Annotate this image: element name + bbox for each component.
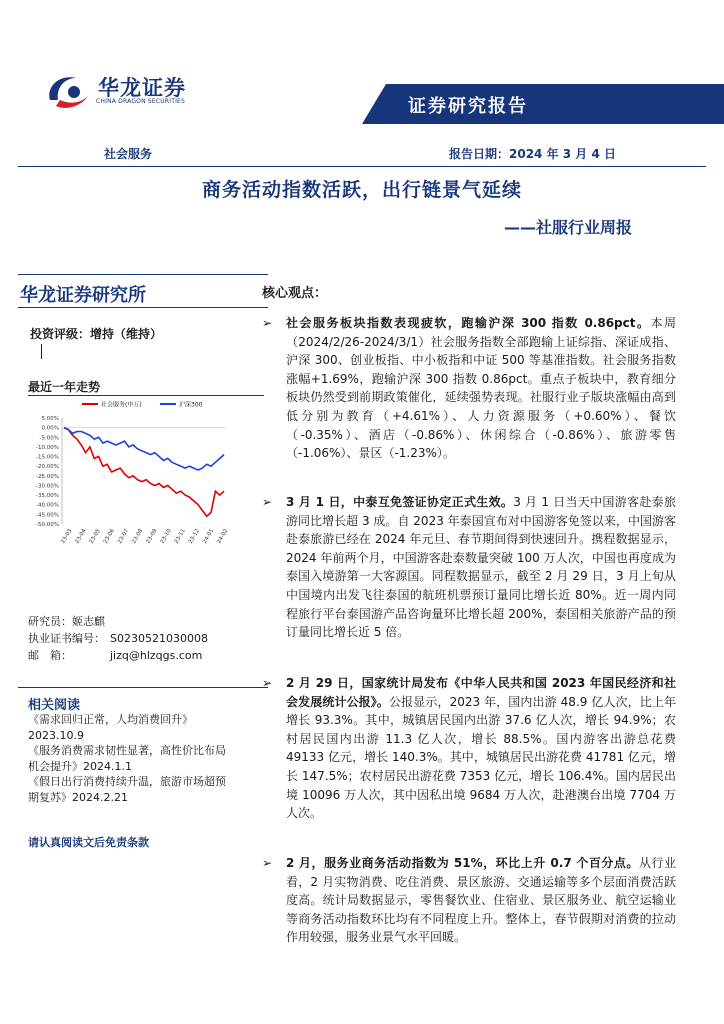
core-section xyxy=(286,493,676,642)
x-tick-label: 24-01 xyxy=(202,528,216,545)
related-reading-list xyxy=(28,712,264,805)
analyst-line xyxy=(28,613,105,629)
series-line xyxy=(64,428,224,517)
y-tick-label: -30.00% xyxy=(36,483,59,490)
x-tick-label: 23-11 xyxy=(173,528,187,545)
y-tick-label: 5.00% xyxy=(41,416,59,422)
mail-label: 邮 箱： xyxy=(28,649,72,662)
x-tick-label: 23-08 xyxy=(131,528,145,545)
related-item: 《假日出行消费持续升温，旅游市场超预 xyxy=(28,775,226,788)
section-body: 3 月 1 日当天中国游客赴泰旅游同比增长超 3 成。自 2023 年泰国宣布对中国游客免签以来，中国游客赴泰旅游已经在 2024 年元旦、春节期间得到快速回升。携程数据显示，2024 年前两个月，中国游客赴泰数量突破 100 万人次，中国也再度成为泰国入境游第一大客源国。同程数据显示，截至 2 月 29 日，3 月上旬从中国境内出发飞往泰国的航班机票预订量同比增长近 80%。近一周内同程旅行平台泰国游产品咨询量环比增长超 200%，泰国相关旅游产品的预订量同比增长近 5 倍。 xyxy=(286,495,676,640)
logo-cn-text: 华龙证券 xyxy=(98,76,186,100)
y-tick-label: -15.00% xyxy=(36,454,59,461)
core-views-title: 核心观点： xyxy=(262,286,328,301)
disclaimer-note: 请认真阅读文后免责条款 xyxy=(28,836,149,849)
section-head: 3 月 1 日，中泰互免签证协定正式生效。 xyxy=(286,495,514,509)
cert-line xyxy=(28,630,208,646)
related-rule xyxy=(18,687,268,688)
core-section xyxy=(286,314,676,463)
y-tick-label: -25.00% xyxy=(36,473,59,480)
y-tick-label: -5.00% xyxy=(39,435,59,442)
x-tick-label: 23-04 xyxy=(74,528,88,545)
section-body: 公报显示，2023 年，国内出游 48.9 亿人次，比上年增长 93.3%。其中，城镇居民国内出游 37.6 亿人次，增长 94.9%；农村居民国内出游 11.3 亿人次，增长 88.5%。国内游客出游总花费 49133 亿元，增长 140.3%。其中，城镇居民出游花费 41781 亿元，增长 147.5%；农村居民出游花费 7353 亿元，增长 106.4%。国内居民出境 10096 万人次，其中因私出境 9684 万人次，赴港澳台出境 7704 万人次。 xyxy=(286,694,676,821)
x-tick-label: 24-02 xyxy=(216,528,230,545)
y-tick-label: 0.00% xyxy=(41,425,59,432)
logo-en-text: CHINA DRAGON SECURITIES xyxy=(96,98,186,105)
bullet-arrow-icon: ➢ xyxy=(262,316,273,330)
cert-label: 执业证书编号： xyxy=(28,632,105,645)
y-tick-label: -50.00% xyxy=(36,522,59,528)
x-tick-label: 23-09 xyxy=(145,528,159,545)
bullet-arrow-icon: ➢ xyxy=(262,856,273,870)
trend-title: 最近一年走势 xyxy=(28,380,101,394)
y-tick-label: -40.00% xyxy=(36,502,59,509)
report-title: 商务活动指数活跃，出行链景气延续 xyxy=(201,179,522,201)
cert-number: S0230521030008 xyxy=(110,632,208,645)
core-section xyxy=(286,854,676,947)
analyst-label: 研究员： xyxy=(28,615,72,628)
related-item: 期复苏》2024.2.21 xyxy=(28,790,128,804)
legend-label: 沪深300 xyxy=(179,401,203,409)
sidebar-top-rule xyxy=(18,274,268,275)
x-tick-label: 23-05 xyxy=(88,528,102,545)
company-logo xyxy=(44,70,204,114)
y-tick-label: -10.00% xyxy=(36,444,59,451)
related-item: 2023.10.9 xyxy=(28,728,84,742)
section-head: 社会服务板块指数表现疲软，跑输沪深 300 指数 0.86pct。 xyxy=(286,316,651,330)
header-divider xyxy=(18,166,706,167)
mail-address[interactable]: jizq@hlzqgs.com xyxy=(110,649,203,662)
bullet-arrow-icon: ➢ xyxy=(262,676,273,690)
x-tick-label: 23-06 xyxy=(102,528,117,545)
report-date: 报告日期：2024 年 3 月 4 日 xyxy=(449,147,616,161)
investment-rating: 投资评级：增持（维持） xyxy=(30,327,163,341)
analyst-name: 姬志麒 xyxy=(72,615,105,628)
section-head: 2 月 29 日，国家统计局发布《中华人民共和国 2023 年国民经济和社会发展统计公报》。 xyxy=(286,676,676,709)
one-year-trend-chart xyxy=(26,396,244,546)
y-tick-label: -35.00% xyxy=(36,493,59,500)
y-tick-label: -45.00% xyxy=(36,512,59,519)
institute-name: 华龙证券研究所 xyxy=(20,285,146,306)
industry-label: 社会服务 xyxy=(104,147,153,161)
legend-label: 社会服务(申万) xyxy=(101,401,142,409)
text-cursor xyxy=(41,344,42,359)
mail-line xyxy=(28,647,202,663)
y-tick-label: -20.00% xyxy=(36,464,59,471)
x-tick-label: 23-10 xyxy=(159,528,173,545)
related-item: 《需求回归正常，人均消费回升》 xyxy=(28,713,193,726)
x-tick-label: 23-03 xyxy=(60,528,74,545)
section-body: 从行业看，2 月实物消费、吃住消费、景区旅游、交通运输等多个层面消费活跃度高。统计局数据显示，零售餐饮业、住宿业、景区服务业、航空运输业等商务活动指数环比均有不同程度上升。整体上，春节假期对消费的拉动作用较强，服务业景气水平回暖。 xyxy=(286,856,676,945)
related-reading-title: 相关阅读 xyxy=(28,698,81,713)
section-head: 2 月，服务业商务活动指数为 51%，环比上升 0.7 个百分点。 xyxy=(286,856,639,870)
bullet-arrow-icon: ➢ xyxy=(262,495,273,509)
sidebar-rule xyxy=(18,307,268,308)
dragon-logo-icon xyxy=(44,70,92,114)
report-type-label: 证券研究报告 xyxy=(408,96,528,117)
section-body: 本周（2024/2/26-2024/3/1）社会服务指数全部跑输上证综指、深证成指、沪深 300、创业板指、中小板指和中证 500 等基准指数。社会服务指数涨幅+1.69%，跑输沪深 300 指数 0.86pct。重点子板块中，教育细分板块仍然受到前期政策催化，延续强势表现。社服行业子版块涨幅由高到低分别为教育（+4.61%）、人力资源服务（+0.60%）、餐饮（-0.35%）、酒店（-0.86%）、休闲综合（-0.86%）、旅游零售（-1.06%）、景区（-1.23%）。 xyxy=(286,316,676,461)
x-tick-label: 23-07 xyxy=(116,528,131,545)
related-item: 机会提升》2024.1.1 xyxy=(28,759,132,773)
x-tick-label: 23-12 xyxy=(187,528,202,545)
report-subtitle: ——社服行业周报 xyxy=(503,218,632,237)
related-item: 《服务消费需求韧性显著，高性价比布局 xyxy=(28,744,226,757)
core-section xyxy=(286,674,676,823)
